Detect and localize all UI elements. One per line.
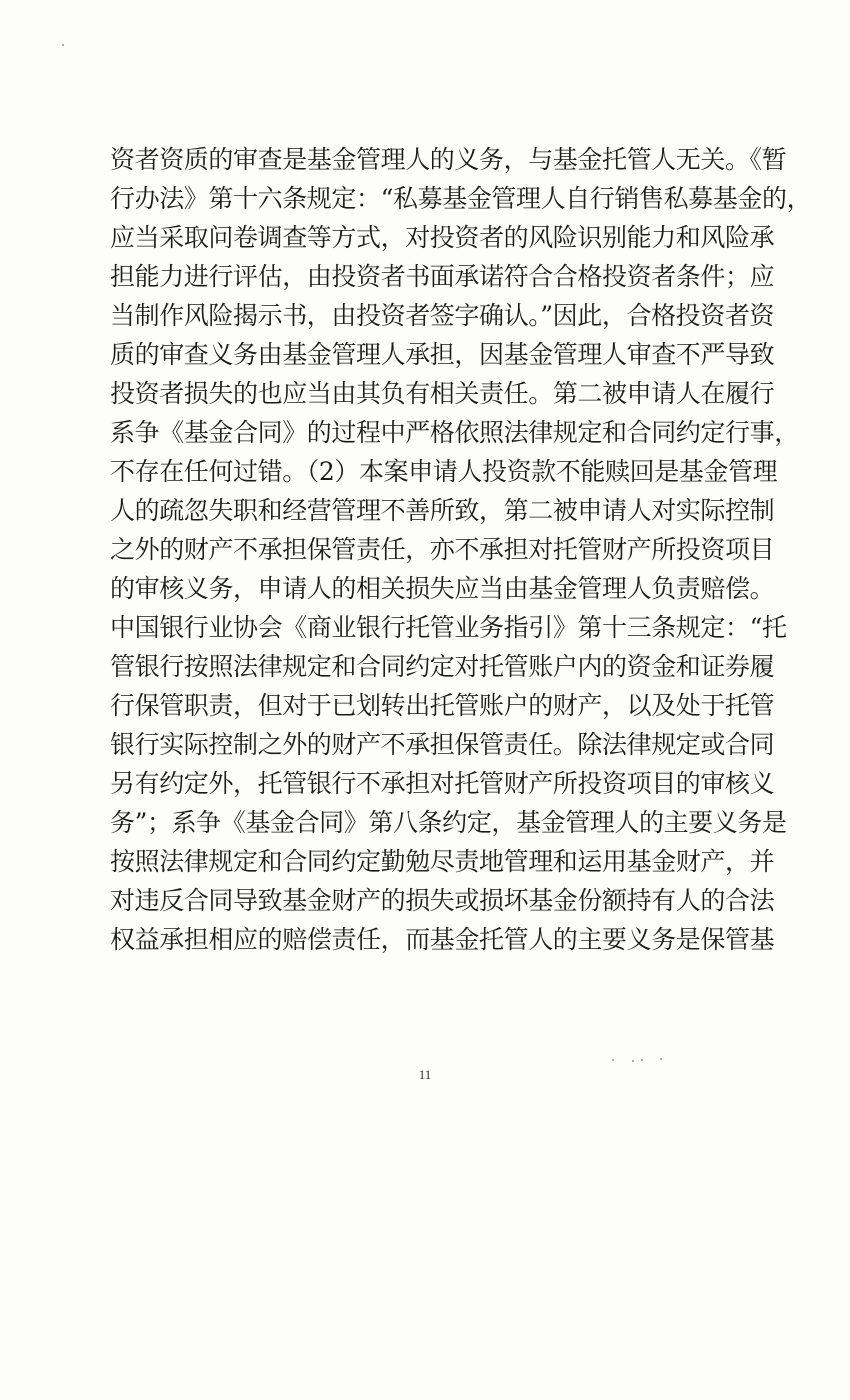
text-line: 务”；系争《基金合同》第八条约定，基金管理人的主要义务是 <box>110 808 787 837</box>
text-line: 行办法》第十六条规定：“私募基金管理人自行销售私募基金的， <box>110 184 812 213</box>
scan-speck <box>632 1060 634 1062</box>
text-line: 管银行按照法律规定和合同约定对托管账户内的资金和证券履 <box>110 652 775 681</box>
text-line: 质的审查义务由基金管理人承担，因基金管理人审查不严导致 <box>110 340 775 369</box>
scan-speck <box>62 44 64 46</box>
text-line: 权益承担相应的赔偿责任，而基金托管人的主要义务是保管基 <box>110 925 775 954</box>
text-line: 当制作风险揭示书，由投资者签字确认。”因此，合格投资者资 <box>110 301 775 330</box>
scan-speck <box>641 1059 643 1061</box>
scan-speck <box>612 1059 614 1061</box>
scan-speck <box>660 1058 662 1060</box>
text-line: 银行实际控制之外的财产不承担保管责任。除法律规定或合同 <box>110 730 775 759</box>
text-line: 的审核义务，申请人的相关损失应当由基金管理人负责赔偿。 <box>110 574 775 603</box>
text-line: 另有约定外，托管银行不承担对托管财产所投资项目的审核义 <box>110 769 775 798</box>
text-line: 系争《基金合同》的过程中严格依照法律规定和合同约定行事， <box>110 418 799 447</box>
text-line: 应当采取问卷调查等方式，对投资者的风险识别能力和风险承 <box>110 223 775 252</box>
text-line: 资者资质的审查是基金管理人的义务，与基金托管人无关。《暂 <box>110 145 787 174</box>
text-line: 之外的财产不承担保管责任，亦不承担对托管财产所投资项目 <box>110 535 775 564</box>
text-line: 对违反合同导致基金财产的损失或损坏基金份额持有人的合法 <box>110 886 775 915</box>
text-line: 担能力进行评估，由投资者书面承诺符合合格投资者条件；应 <box>110 262 775 291</box>
text-line: 中国银行业协会《商业银行托管业务指引》第十三条规定：“托 <box>110 613 787 642</box>
text-line: 投资者损失的也应当由其负有相关责任。第二被申请人在履行 <box>110 379 775 408</box>
text-line: 行保管职责，但对于已划转出托管账户的财产，以及处于托管 <box>110 691 775 720</box>
text-line: 按照法律规定和合同约定勤勉尽责地管理和运用基金财产，并 <box>110 847 775 876</box>
text-line: 人的疏忽失职和经营管理不善所致，第二被申请人对实际控制 <box>110 496 775 525</box>
body-text <box>110 140 812 959</box>
page-number: 11 <box>418 1067 432 1082</box>
text-line: 不存在任何过错。（2）本案申请人投资款不能赎回是基金管理 <box>110 457 778 486</box>
